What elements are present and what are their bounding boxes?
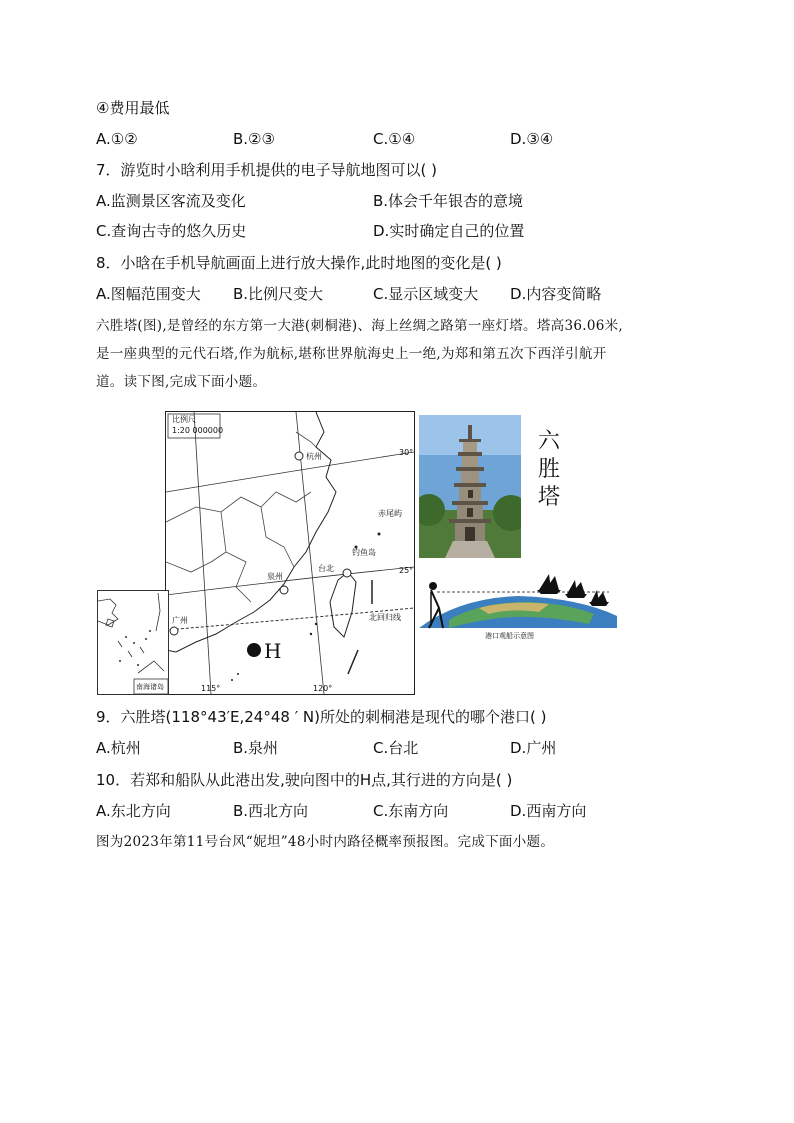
inset-label: 南海诸岛 [136, 683, 164, 691]
southeast-china-map [165, 411, 415, 695]
q10-option-c: C.东南方向 [373, 802, 449, 820]
latitude-30-label: 30° [399, 448, 414, 457]
q8-stem: 8．小晗在手机导航画面上进行放大操作,此时地图的变化是( ) [96, 254, 502, 272]
q10-option-b: B.西北方向 [233, 802, 309, 820]
passage2-line1: 图为2023年第11号台风“妮坦”48小时内路径概率预报图。完成下面小题。 [96, 834, 555, 850]
city-guangzhou-label: 广州 [172, 616, 188, 625]
city-hangzhou-label: 杭州 [306, 452, 322, 461]
port-figure-caption: 港口观船示意图 [485, 632, 534, 640]
city-quanzhou-label: 泉州 [267, 572, 283, 581]
scale-title: 比例尺 [172, 415, 196, 424]
passage1-line1: 六胜塔(图),是曾经的东方第一大港(刺桐港)、海上丝绸之路第一座灯塔。塔高36.06米, [96, 318, 623, 334]
point-h-label: H [264, 639, 282, 663]
south-china-sea-inset [97, 590, 169, 695]
latitude-25-label: 25° [399, 566, 414, 575]
pagoda-illustration [419, 415, 521, 558]
city-taibei-label: 台北 [318, 564, 334, 573]
q7-option-b: B.体会千年银杏的意境 [373, 192, 524, 210]
q7-stem: 7．游览时小晗利用手机提供的电子导航地图可以( ) [96, 161, 438, 179]
q8-option-b: B.比例尺变大 [233, 285, 324, 303]
q10-option-a: A.东北方向 [96, 802, 171, 820]
passage1-line2: 是一座典型的元代石塔,作为航标,堪称世界航海史上一绝,为郑和第五次下西洋引航开 [96, 346, 607, 362]
q9-option-b: B.泉州 [233, 739, 279, 757]
q8-option-a: A.图幅范围变大 [96, 285, 201, 303]
q6-item4: ④费用最低 [96, 99, 170, 117]
island-chiwei-label: 赤尾屿 [378, 509, 402, 518]
longitude-120-label: 120° [313, 684, 333, 693]
q8-option-d: D.内容变简略 [510, 285, 602, 303]
q9-stem: 9．六胜塔(118°43′E,24°48 ′ N)所处的刺桐港是现代的哪个港口( ) [96, 708, 547, 726]
tropic-label: 北回归线 [369, 613, 401, 622]
q7-option-c: C.查询古寺的悠久历史 [96, 222, 247, 240]
scale-value: 1:20 000000 [172, 426, 224, 435]
liusheng-pagoda-photo [419, 415, 521, 558]
port-ship-figure [419, 568, 617, 644]
q10-option-d: D.西南方向 [510, 802, 587, 820]
q6-option-b: B.②③ [233, 130, 275, 148]
q7-option-d: D.实时确定自己的位置 [373, 222, 525, 240]
q9-option-a: A.杭州 [96, 739, 141, 757]
island-diaoyu-label: 钓鱼岛 [352, 548, 376, 557]
q7-option-a: A.监测景区客流及变化 [96, 192, 246, 210]
map-drawing [166, 412, 414, 694]
pagoda-title: 六胜塔 [537, 429, 560, 510]
q10-stem: 10．若郑和船队从此港出发,驶向图中的H点,其行进的方向是( ) [96, 771, 513, 789]
q9-option-d: D.广州 [510, 739, 557, 757]
passage1-line3: 道。读下图,完成下面小题。 [96, 374, 267, 390]
q6-option-a: A.①② [96, 130, 138, 148]
passage1 [96, 312, 706, 396]
q8-option-c: C.显示区域变大 [373, 285, 479, 303]
longitude-115-label: 115° [201, 684, 221, 693]
q6-option-c: C.①④ [373, 130, 416, 148]
passage2 [96, 828, 706, 856]
inset-drawing [98, 591, 168, 694]
q9-option-c: C.台北 [373, 739, 419, 757]
q6-option-d: D.③④ [510, 130, 554, 148]
